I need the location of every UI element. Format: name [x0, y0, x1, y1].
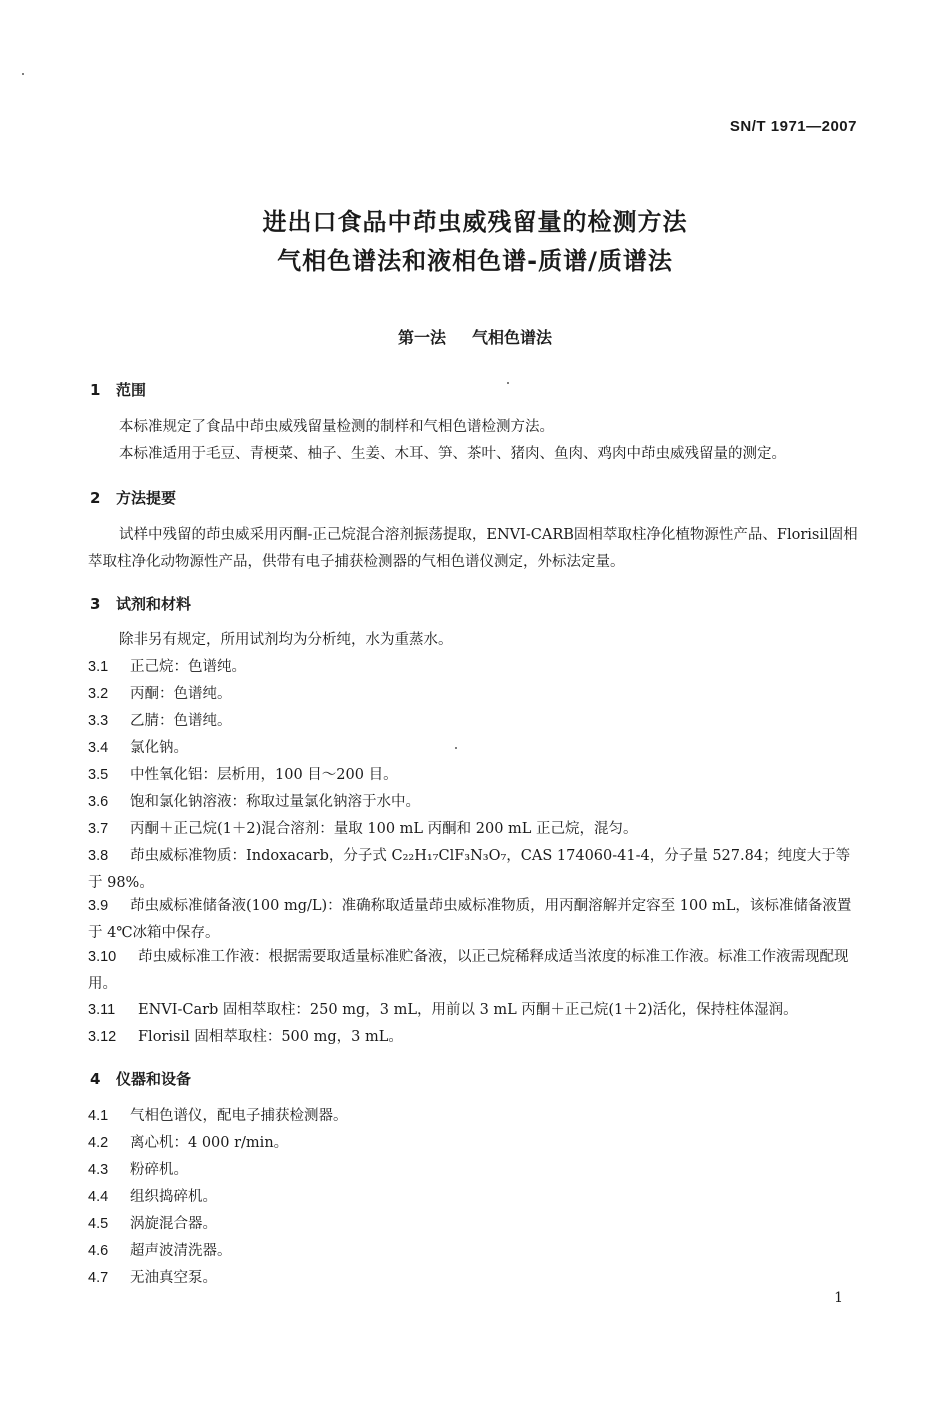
reagent-item: 3.8 茚虫威标准物质：Indoxacarb，分子式 C₂₂H₁₇ClF₃N₃O₇，CAS 174060-41-4，分子量 527.84；纯度大于等于 98%。: [88, 848, 851, 891]
method-label: 第一法: [397, 328, 446, 347]
scope-paragraph-1: 本标准规定了食品中茚虫威残留量检测的制样和气相色谱检测方法。: [119, 419, 554, 435]
section-number: 3: [90, 595, 101, 613]
method-title: [0, 325, 950, 348]
reagent-item: 3.3 乙腈：色谱纯。: [88, 713, 232, 729]
scope-paragraph-2: 本标准适用于毛豆、青梗菜、柚子、生姜、木耳、笋、茶叶、猪肉、鱼肉、鸡肉中茚虫威残留量的测定。: [119, 446, 786, 462]
reagent-item: 3.10 茚虫威标准工作液：根据需要取适量标准贮备液，以正己烷稀释成适当浓度的标准工作液。标准工作液需现配现用。: [88, 949, 849, 992]
section-heading-scope: [90, 379, 146, 400]
section-number: 1: [90, 381, 101, 399]
reagent-item: 3.11 ENVI-Carb 固相萃取柱：250 mg，3 mL，用前以 3 mL 丙酮＋正己烷(1＋2)活化，保持柱体湿润。: [88, 1002, 798, 1018]
reagent-item: 3.12 Florisil 固相萃取柱：500 mg，3 mL。: [88, 1029, 403, 1045]
apparatus-item: 4.4 组织捣碎机。: [88, 1189, 217, 1205]
section-heading-reagents: [90, 593, 191, 614]
section-heading-apparatus: [90, 1068, 191, 1089]
reagent-item: 3.9 茚虫威标准储备液(100 mg/L)：准确称取适量茚虫威标准物质，用丙酮溶解并定容至 100 mL，该标准储备液置于 4℃冰箱中保存。: [88, 898, 852, 941]
scan-speck: [22, 73, 24, 75]
reagent-item: 3.7 丙酮＋正己烷(1＋2)混合溶剂：量取 100 mL 丙酮和 200 mL 正己烷，混匀。: [88, 821, 638, 837]
page-number: 1: [834, 1290, 843, 1306]
section-title: 范围: [116, 381, 147, 399]
apparatus-item: 4.7 无油真空泵。: [88, 1270, 217, 1286]
apparatus-item: 4.1 气相色谱仪，配电子捕获检测器。: [88, 1108, 348, 1124]
section-number: 4: [90, 1070, 101, 1088]
document-title-line2: 气相色谱法和液相色谱-质谱/质谱法: [277, 247, 673, 275]
apparatus-item: 4.5 涡旋混合器。: [88, 1216, 217, 1232]
section-number: 2: [90, 489, 101, 507]
document-title-line1: 进出口食品中茚虫威残留量的检测方法: [262, 208, 688, 236]
apparatus-item: 4.2 离心机：4 000 r/min。: [88, 1135, 289, 1151]
standard-code: SN/T 1971—2007: [729, 118, 857, 135]
reagent-item: 3.4 氯化钠。: [88, 740, 188, 756]
reagents-intro: 除非另有规定，所用试剂均为分析纯，水为重蒸水。: [119, 632, 453, 648]
apparatus-item: 4.6 超声波清洗器。: [88, 1243, 232, 1259]
scan-speck: [507, 382, 509, 384]
apparatus-item: 4.3 粉碎机。: [88, 1162, 188, 1178]
reagent-item: 3.2 丙酮：色谱纯。: [88, 686, 232, 702]
reagent-item: 3.1 正己烷：色谱纯。: [88, 659, 246, 675]
section-title: 仪器和设备: [116, 1070, 192, 1088]
principle-paragraph: 试样中残留的茚虫威采用丙酮-正己烷混合溶剂振荡提取，ENVI-CARB固相萃取柱净化植物源性产品、Florisil固相萃取柱净化动物源性产品，供带有电子捕获检测器的气相色谱仪测定，外标法定量。: [88, 527, 858, 570]
reagent-item: 3.6 饱和氯化钠溶液：称取过量氯化钠溶于水中。: [88, 794, 420, 810]
section-title: 试剂和材料: [116, 595, 192, 613]
section-title: 方法提要: [116, 489, 177, 507]
method-name: 气相色谱法: [472, 328, 553, 347]
reagent-item: 3.5 中性氧化铝：层析用，100 目～200 目。: [88, 767, 398, 783]
section-heading-principle: [90, 487, 176, 508]
